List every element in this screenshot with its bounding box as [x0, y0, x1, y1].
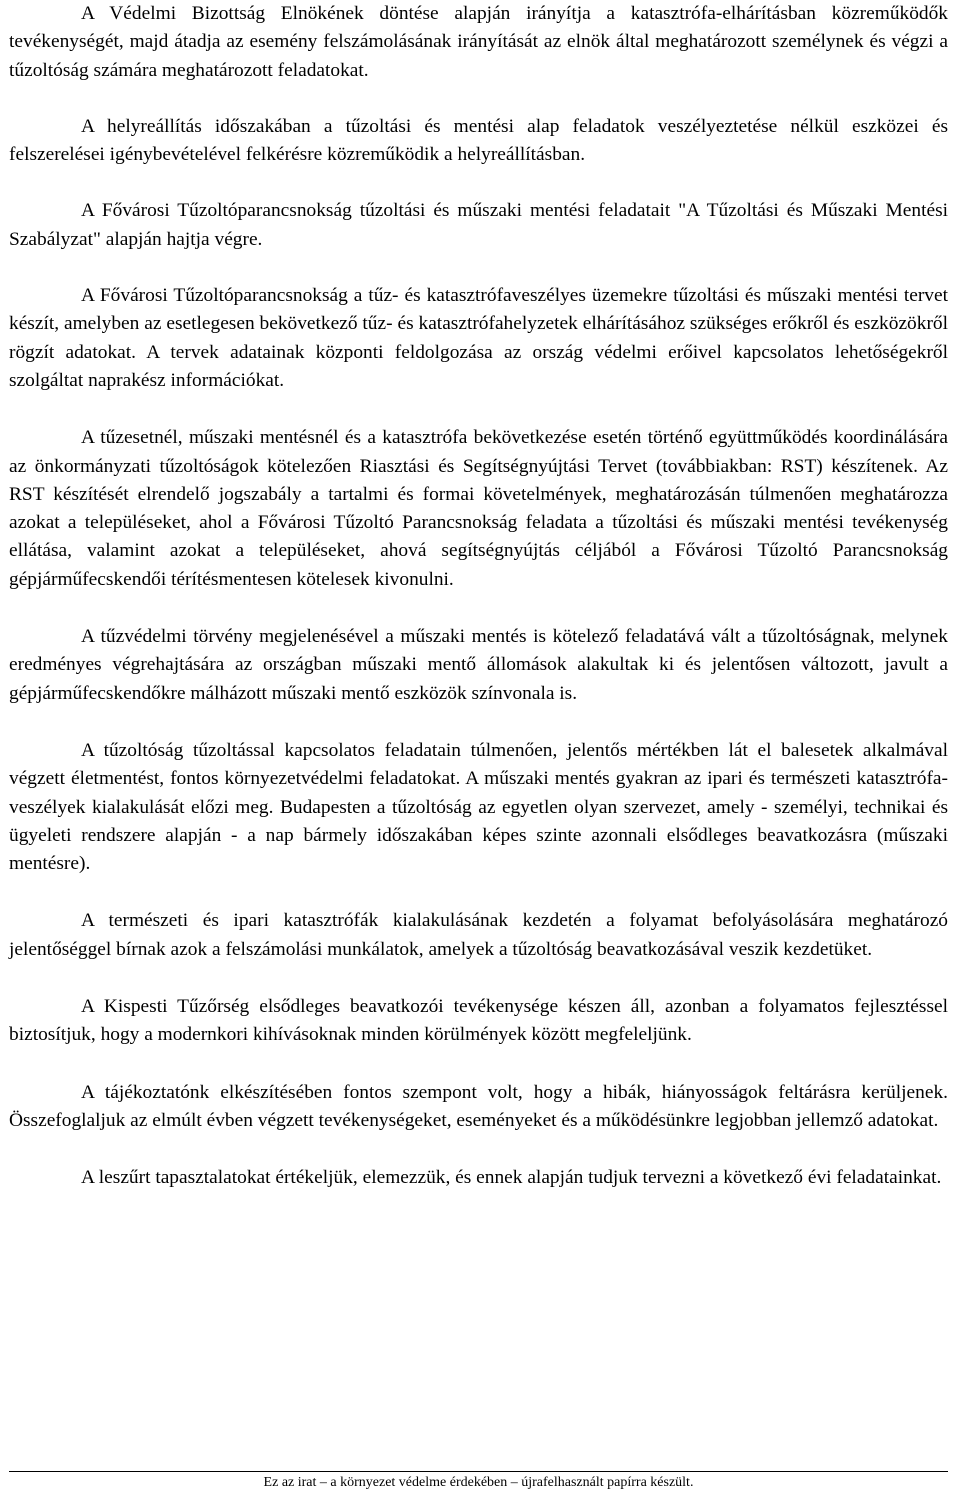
paragraph-rst-plan: A tűzesetnél, műszaki mentésnél és a katasztrófa bekövetkezése esetén történő együttműködés koordinálására az önkormányzati tűzoltóságok kötelezően Riasztási és Segítségnyújtási Tervet (továbbiakban: RST) készítenek. Az RST készítését elrendelő jogszabály a tartalmi és formai követelmények, meghatározásán túlmenően meghatározza azokat a településeket, ahol a Fővárosi Tűzoltó Parancsnokság feladata a tűzoltási és műszaki mentési tevékenység ellátása, valamint azokat a településeket, ahová segítségnyújtás céljából a Fővárosi Tűzoltó Parancsnokság gépjárműfecskendői térítésmentesen kötelesek kivonulni.	[9, 427, 948, 590]
document-body	[9, 0, 948, 1193]
paragraph-regulation: A Fővárosi Tűzoltóparancsnokság tűzoltási és műszaki mentési feladatait "A Tűzoltási és Műszaki Mentési Szabályzat" alapján hajtja végre.	[9, 200, 948, 250]
paragraph-rescue-tasks: A tűzoltóság tűzoltással kapcsolatos feladatain túlmenően, jelentős mértékben lát el balesetek alkalmával végzett életmentést, fontos környezetvédelmi feladatokat. A műszaki mentés gyakran az ipari és természeti katasztrófa-veszélyek kialakulását előzi meg. Budapesten a tűzoltóság az egyetlen olyan szervezet, amely - személyi, technikai és ügyeleti rendszere alapján - a nap bármely időszakában képes szinte azonnali elsődleges beavatkozásra (műszaki mentésre).	[9, 739, 948, 875]
paragraph-report-aims: A tájékoztatónk elkészítésében fontos szempont volt, hogy a hibák, hiányosságok feltárásra kerüljenek. Összefoglaljuk az elmúlt évben végzett tevékenységeket, eseményeket és a működésünkre legjobban jellemző adatokat.	[9, 1081, 948, 1131]
paragraph-restoration: A helyreállítás időszakában a tűzoltási és mentési alap feladatok veszélyeztetése nélkül eszközei és felszerelései igénybevételével felkérésre közreműködik a helyreállításban.	[9, 115, 948, 166]
paragraph-fire-protection-law: A tűzvédelmi törvény megjelenésével a műszaki mentés is kötelező feladatává vált a tűzoltóságnak, melynek eredményes végrehajtására az országban műszaki mentő állomások alakultak ki és jelentősen változott, javult a gépjárműfecskendőkre málházott műszaki mentő eszközök színvonala is.	[9, 626, 948, 704]
paragraph-kispest-station: A Kispesti Tűzőrség elsődleges beavatkozói tevékenysége készen áll, azonban a folyamatos fejlesztéssel biztosítjuk, hogy a modernkori kihívásoknak minden körülmények között megfeleljünk.	[9, 996, 948, 1046]
paragraph-lessons: A leszűrt tapasztalatokat értékeljük, elemezzük, és ennek alapján tudjuk tervezni a következő évi feladatainkat.	[81, 1167, 942, 1189]
paragraph-emergency-command: A Védelmi Bizottság Elnökének döntése alapján irányítja a katasztrófa-elhárításban közreműködők tevékenységét, majd átadja az esemény felszámolásának irányítását az elnök által meghatározott személynek és végzi a tűzoltóság számára meghatározott feladatokat.	[9, 3, 948, 81]
paragraph-disaster-onset: A természeti és ipari katasztrófák kialakulásának kezdetén a folyamat befolyásolására meghatározó jelentőséggel bírnak azok a felszámolási munkálatok, amelyek a tűzoltóság beavatkozásával veszik kezdetüket.	[9, 910, 948, 960]
footer-divider	[9, 1471, 948, 1472]
footer-note: Ez az irat – a környezet védelme érdekében – újrafelhasznált papírra készült.	[263, 1475, 694, 1490]
paragraph-hazardous-plants: A Fővárosi Tűzoltóparancsnokság a tűz- és katasztrófaveszélyes üzemekre tűzoltási és műszaki mentési tervet készít, amelyben az esetlegesen bekövetkező tűz- és katasztrófahelyzetek elhárításához szükséges erőkről és eszközökről rögzít adatokat. A tervek adatainak központi feldolgozása az ország védelmi erőivel kapcsolatos lehetőségekről szolgáltat naprakész információkat.	[9, 285, 948, 391]
